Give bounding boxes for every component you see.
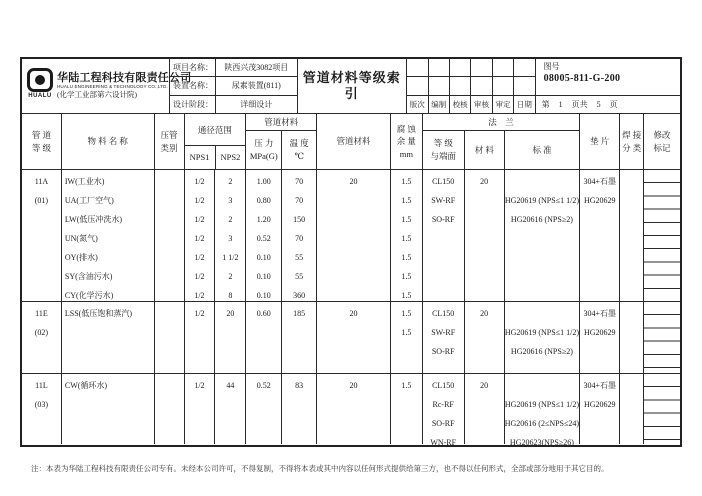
pressure-values: 1.00 0.80 1.20 0.52 0.10 0.10 0.10	[246, 170, 282, 301]
signature-row-empty2	[407, 77, 535, 95]
project-name-label: 项目名称：	[170, 59, 216, 76]
page-indicator: 第 1 页共 5 页	[541, 100, 618, 109]
pipe-material-values: 20	[317, 374, 391, 444]
proprietary-note: 注：本表为华陆工程科技有限责任公司专有。未经本公司许可，不得复制，不得将本表或其中内容以任何形式提供给第三方，也不得以任何形式，全部或部分地用于其它目的。	[31, 464, 609, 473]
col-header-material-name: 物 料 名 称	[62, 114, 155, 169]
temp-values: 185	[282, 302, 317, 373]
revision-mark-cells	[644, 170, 680, 301]
col-header-revision-mark: 修改 标记	[653, 130, 671, 153]
col-header-flange-class: 等 级 与端面	[423, 131, 465, 169]
col-header-temp: 温 度 ℃	[289, 138, 309, 161]
grade-block-11A	[22, 170, 680, 302]
flange-class-values: CL150 Rc-RF SO-RF WN-RF	[423, 374, 465, 444]
gasket-values: 304+石墨 HG20629	[580, 170, 620, 301]
info-row-unit	[170, 77, 297, 95]
label-prepared: 编制	[429, 96, 450, 113]
flange-material-values: 20	[465, 170, 505, 301]
col-header-flange: 法 兰	[423, 114, 580, 131]
table-header	[22, 114, 680, 170]
col-header-grade: 管 道 等 级	[22, 114, 62, 169]
temp-values: 83	[282, 374, 317, 444]
grade-cell: 11A (01)	[22, 170, 62, 301]
label-date: 日期	[516, 99, 532, 109]
col-header-corrosion: 腐 蚀 余 量 mm	[391, 114, 423, 169]
signature-row-empty1	[407, 59, 535, 77]
flange-standard-values: HG20619 (NPS≤1 1/2) HG20616 (NPS≥2)	[505, 170, 581, 301]
pressure-values: 0.52	[246, 374, 282, 444]
label-revision: 版次	[407, 96, 428, 113]
label-checked: 校核	[450, 96, 471, 113]
pipe-material-values: 20	[317, 302, 391, 373]
temp-values: 70 70 150 70 55 55 360	[282, 170, 317, 301]
project-name-value: 陕西兴茂3082项目	[224, 63, 289, 73]
col-group-diameter-range	[185, 114, 247, 169]
col-group-flange	[423, 114, 581, 169]
weld-class-cell	[620, 170, 644, 301]
company-name-en: HUALU ENGINEERING & TECHNOLOGY CO.,LTD.	[57, 83, 168, 89]
nps2-values: 44	[215, 374, 246, 444]
drawing-sheet	[20, 57, 682, 447]
label-approved: 审定	[493, 96, 514, 113]
flange-material-values: 20	[465, 302, 505, 373]
nps1-values: 1/2	[185, 302, 216, 373]
design-stage-label: 设计阶段：	[170, 96, 216, 113]
flange-class-values: CL150 SW-RF SO-RF	[423, 302, 465, 373]
company-name-sub: (化学工业部第六设计院)	[57, 89, 137, 99]
hualu-logo-icon	[27, 68, 53, 104]
gasket-values: 304+石墨 HG20629	[580, 302, 620, 373]
grade-block-11L	[22, 374, 680, 447]
grade-cell: 11E (02)	[22, 302, 62, 373]
flange-standard-values: HG20619 (NPS≤1 1/2) HG20616 (2≤NPS≤24) HG20623(NPS≥26)	[505, 374, 581, 444]
unit-name-value: 尿素装置(811)	[231, 81, 281, 91]
flange-standard-values: HG20619 (NPS≤1 1/2) HG20616 (NPS≥2)	[505, 302, 581, 373]
title-block	[22, 59, 680, 114]
col-group-conditions	[246, 114, 317, 169]
corrosion-values: 1.5 1.5 1.5 1.5 1.5 1.5 1.5	[391, 170, 423, 301]
col-header-gasket: 垫 片	[580, 114, 620, 169]
material-names: IW(工业水) UA(工厂空气) LW(低压冲洗水) UN(氮气) OY(排水) SY(含油污水) CY(化学污水)	[62, 170, 155, 301]
col-header-flange-material: 材 料	[465, 131, 505, 169]
page-number: 1	[558, 100, 563, 109]
material-names: LSS(低压饱和蒸汽)	[62, 302, 155, 373]
drawing-number: 08005-811-G-200	[543, 73, 621, 84]
col-header-nps1: NPS1	[185, 146, 216, 169]
col-header-nps2: NPS2	[220, 152, 241, 163]
pressure-values: 0.60	[246, 302, 282, 373]
flange-class-values: CL150 SW-RF SO-RF	[423, 170, 465, 301]
material-names: CW(循环水)	[62, 374, 155, 444]
nps1-values: 1/2 1/2 1/2 1/2 1/2 1/2 1/2	[185, 170, 216, 301]
col-header-pipe-material-group: 管道材料	[246, 114, 316, 131]
pipe-class-cell	[155, 302, 185, 373]
weld-class-cell	[620, 374, 644, 444]
signature-grid	[407, 59, 536, 113]
company-block	[22, 59, 192, 113]
logo-text: HUALU	[28, 93, 52, 99]
corrosion-values: 1.5 1.5	[391, 302, 423, 373]
drawing-number-block	[536, 59, 680, 113]
col-header-pressure: 压 力 MPa(G)	[246, 131, 282, 169]
pipe-class-cell	[155, 374, 185, 444]
document-title: 管道材料等级索引	[298, 59, 408, 113]
signature-row-labels	[407, 96, 535, 113]
revision-mark-cells	[644, 374, 680, 444]
drawing-number-label: 图号	[543, 62, 560, 71]
col-header-weld-class: 焊 接 分 类	[620, 114, 644, 169]
design-stage-value: 详细设计	[240, 99, 273, 109]
nps2-values: 2 3 2 3 1 1/2 2 8	[215, 170, 246, 301]
col-header-pipe-material: 管道材料	[317, 114, 391, 169]
project-info	[170, 59, 298, 113]
info-row-project	[170, 59, 297, 77]
nps2-values: 20	[215, 302, 246, 373]
col-header-flange-standard: 标 准	[532, 144, 552, 155]
label-reviewed: 审核	[471, 96, 492, 113]
info-row-stage	[170, 96, 297, 113]
col-header-pipe-class: 压管 类别	[155, 114, 185, 169]
grade-block-11E	[22, 302, 680, 374]
pipe-material-values: 20	[317, 170, 391, 301]
corrosion-values: 1.5	[391, 374, 423, 444]
weld-class-cell	[620, 302, 644, 373]
flange-material-values: 20	[465, 374, 505, 444]
pipe-class-cell	[155, 170, 185, 301]
nps1-values: 1/2	[185, 374, 216, 444]
gasket-values: 304+石墨 HG20629	[580, 374, 620, 444]
grade-cell: 11L (03)	[22, 374, 62, 444]
revision-mark-cells	[644, 302, 680, 373]
company-name-cn: 华陆工程科技有限责任公司	[57, 72, 192, 85]
page-total: 5	[596, 100, 601, 109]
unit-name-label: 装置名称：	[170, 77, 216, 94]
col-header-diameter-range: 通径范围	[185, 114, 246, 146]
